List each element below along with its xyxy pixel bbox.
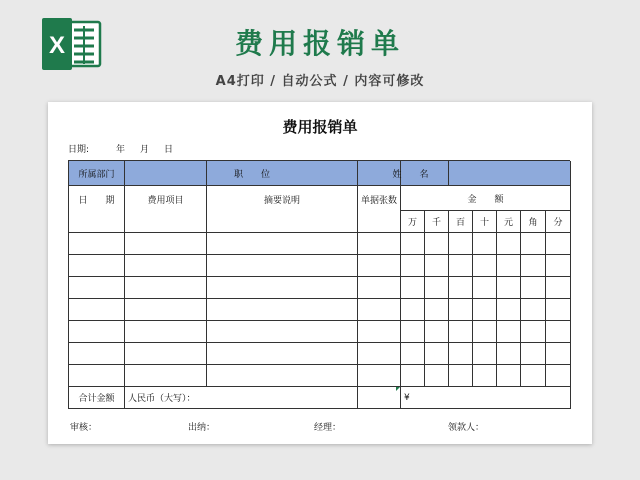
table-cell[interactable] [358, 255, 401, 277]
table-cell[interactable] [449, 233, 473, 255]
table-cell[interactable] [546, 277, 571, 299]
sign-manager: 经理： [314, 423, 342, 433]
table-cell[interactable] [125, 233, 207, 255]
sign-audit: 审核： [70, 423, 98, 433]
table-cell[interactable] [521, 233, 546, 255]
table-cell[interactable] [425, 277, 449, 299]
table-cell[interactable] [521, 343, 546, 365]
expense-table [68, 160, 570, 409]
table-cell[interactable] [425, 233, 449, 255]
table-cell[interactable] [401, 255, 425, 277]
table-cell[interactable] [425, 365, 449, 387]
name-value[interactable] [449, 161, 571, 186]
table-cell[interactable] [125, 321, 207, 343]
table-cell[interactable] [473, 277, 497, 299]
table-cell[interactable] [521, 321, 546, 343]
unit-qian: 千 [425, 211, 449, 233]
table-cell[interactable] [207, 343, 358, 365]
form-paper [48, 102, 592, 444]
table-cell[interactable] [358, 321, 401, 343]
date-day: 日 [164, 145, 174, 155]
excel-icon [40, 18, 102, 70]
table-cell[interactable] [425, 321, 449, 343]
table-cell[interactable] [358, 343, 401, 365]
table-cell[interactable] [69, 277, 125, 299]
form-title: 费用报销单 [282, 118, 358, 136]
table-cell[interactable] [497, 299, 521, 321]
table-cell[interactable] [125, 255, 207, 277]
unit-shi: 十 [473, 211, 497, 233]
table-cell[interactable] [473, 343, 497, 365]
table-cell[interactable] [546, 365, 571, 387]
table-cell[interactable] [69, 343, 125, 365]
logo-letter: X [48, 32, 66, 59]
unit-fen: 分 [546, 211, 571, 233]
table-cell[interactable] [207, 277, 358, 299]
table-cell[interactable] [497, 233, 521, 255]
table-cell[interactable] [401, 233, 425, 255]
position-label [207, 161, 358, 186]
table-cell[interactable] [207, 233, 358, 255]
date-label: 日期: [68, 145, 90, 155]
table-cell[interactable] [69, 299, 125, 321]
total-rmb-caps[interactable]: 人民币（大写）： [125, 387, 358, 409]
table-cell[interactable] [69, 321, 125, 343]
table-cell[interactable] [449, 343, 473, 365]
table-cell[interactable] [449, 255, 473, 277]
total-docs-cell[interactable] [358, 387, 401, 409]
col-header-amount: 金 额 [401, 186, 571, 211]
table-cell[interactable] [546, 255, 571, 277]
table-cell[interactable] [125, 277, 207, 299]
table-cell[interactable] [358, 299, 401, 321]
table-cell[interactable] [207, 321, 358, 343]
position-label-text: 职 位 [233, 169, 270, 180]
table-cell[interactable] [497, 277, 521, 299]
table-cell[interactable] [546, 299, 571, 321]
table-cell[interactable] [473, 299, 497, 321]
table-cell[interactable] [521, 299, 546, 321]
table-cell[interactable] [401, 299, 425, 321]
table-cell[interactable] [425, 299, 449, 321]
department-label: 所属部门 [69, 161, 125, 186]
table-cell[interactable] [497, 343, 521, 365]
table-cell[interactable] [69, 255, 125, 277]
name-label [392, 161, 449, 186]
table-cell[interactable] [125, 343, 207, 365]
table-cell[interactable] [358, 277, 401, 299]
table-cell[interactable] [207, 299, 358, 321]
table-cell[interactable] [449, 299, 473, 321]
table-cell[interactable] [401, 343, 425, 365]
table-cell[interactable] [449, 277, 473, 299]
table-cell[interactable] [401, 365, 425, 387]
name-label-text: 姓 名 [392, 169, 429, 180]
sign-receiver: 领款人： [448, 423, 485, 433]
unit-jiao: 角 [521, 211, 546, 233]
col-header-item: 费用项目 [125, 186, 207, 233]
total-label: 合计金额 [69, 387, 125, 409]
page-title: 费用报销单 [234, 27, 405, 60]
banner [0, 0, 640, 100]
table-cell[interactable] [497, 365, 521, 387]
unit-bai: 百 [449, 211, 473, 233]
table-cell[interactable] [473, 233, 497, 255]
table-cell[interactable] [497, 321, 521, 343]
unit-yuan: 元 [497, 211, 521, 233]
table-cell[interactable] [521, 365, 546, 387]
total-yen[interactable]: ¥ [401, 387, 571, 409]
table-cell[interactable] [473, 255, 497, 277]
table-cell[interactable] [521, 255, 546, 277]
table-cell[interactable] [546, 343, 571, 365]
page-subtitle: A4打印 / 自动公式 / 内容可修改 [215, 74, 425, 89]
table-cell[interactable] [401, 321, 425, 343]
table-cell[interactable] [125, 365, 207, 387]
table-cell[interactable] [207, 255, 358, 277]
table-cell[interactable] [449, 321, 473, 343]
sign-cashier: 出纳： [188, 423, 216, 433]
table-cell[interactable] [546, 321, 571, 343]
col-header-docs: 单据张数 [358, 186, 401, 233]
table-cell[interactable] [449, 365, 473, 387]
table-cell[interactable] [425, 343, 449, 365]
table-cell[interactable] [473, 365, 497, 387]
table-cell[interactable] [125, 299, 207, 321]
table-cell[interactable] [497, 255, 521, 277]
table-cell[interactable] [358, 233, 401, 255]
table-cell[interactable] [69, 233, 125, 255]
table-cell[interactable] [425, 255, 449, 277]
table-cell[interactable] [207, 365, 358, 387]
unit-wan: 万 [401, 211, 425, 233]
table-cell[interactable] [521, 277, 546, 299]
cell-marker [396, 387, 400, 391]
col-header-summary: 摘要说明 [207, 186, 358, 233]
department-value[interactable] [125, 161, 207, 186]
table-cell[interactable] [69, 365, 125, 387]
date-month: 月 [140, 145, 150, 155]
date-year: 年 [116, 145, 126, 155]
col-header-date: 日 期 [69, 186, 125, 233]
table-cell[interactable] [401, 277, 425, 299]
table-cell[interactable] [358, 365, 401, 387]
table-cell[interactable] [473, 321, 497, 343]
table-cell[interactable] [546, 233, 571, 255]
